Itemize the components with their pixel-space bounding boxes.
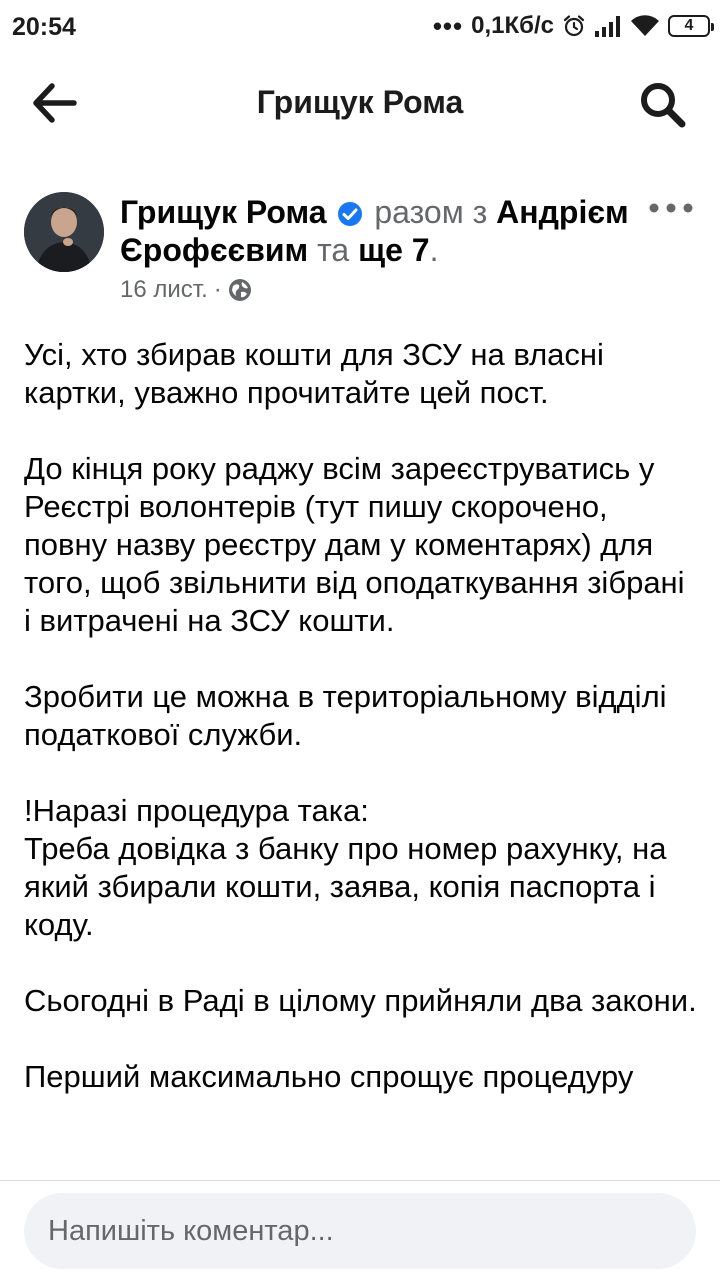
post-text xyxy=(24,336,699,1096)
globe-icon xyxy=(228,278,252,302)
post-paragraph: Усі, хто збирав кошти для ЗСУ на власні картки, уважно прочитайте цей пост. xyxy=(24,337,604,410)
search-button[interactable] xyxy=(636,78,690,132)
tagged-person-link[interactable]: Андрієм Єрофєєвим xyxy=(120,194,629,268)
battery-level: 4 xyxy=(684,17,694,34)
and-text: та xyxy=(317,232,350,268)
network-speed: 0,1Кб/с xyxy=(471,12,554,39)
signal-icon xyxy=(594,15,622,37)
meta-separator: · xyxy=(213,276,222,303)
post-paragraph: До кінця року раджу всім зареєструватись у Реєстрі волонтерів (тут пишу скорочено, повну назву реєстру дам у коментарях) для того, щоб звільнити від оподаткування зібрані і витрачені на ЗСУ кошти. xyxy=(24,451,685,638)
status-bar xyxy=(0,0,720,52)
post-paragraph: Перший максимально спрощує процедуру xyxy=(24,1059,634,1094)
post-paragraph: Зробити це можна в територіальному відділі податкової служби. xyxy=(24,679,667,752)
status-icons xyxy=(433,11,710,41)
comment-bar xyxy=(0,1180,720,1281)
notification-dots: ••• xyxy=(432,11,464,41)
post-paragraph: !Наразі процедура така: Треба довідка з банку про номер рахунку, на який збирали кошти, заява, копія паспорта і коду. xyxy=(24,793,667,942)
battery-icon xyxy=(668,15,710,37)
comment-input[interactable] xyxy=(24,1193,696,1269)
author-avatar[interactable] xyxy=(24,192,104,272)
app-header xyxy=(0,52,720,152)
more-dots-icon xyxy=(646,196,696,220)
others-link[interactable]: ще 7 xyxy=(358,232,430,268)
search-icon xyxy=(636,78,690,132)
page-title: Грищук Рома xyxy=(256,84,464,120)
with-text: разом з xyxy=(374,194,488,230)
wifi-icon xyxy=(630,15,660,37)
avatar-photo xyxy=(24,192,104,272)
post-date[interactable]: 16 лист. xyxy=(120,276,208,303)
verified-badge-icon xyxy=(337,201,363,227)
post-paragraph: Сьогодні в Раді в цілому прийняли два закони. xyxy=(24,983,697,1018)
post-author-line xyxy=(120,193,640,269)
post-meta xyxy=(120,276,252,304)
period-text: . xyxy=(429,232,439,268)
alarm-icon xyxy=(562,14,586,38)
more-options-button[interactable] xyxy=(646,196,696,220)
author-name-link[interactable]: Грищук Рома xyxy=(120,194,327,230)
status-time: 20:54 xyxy=(12,13,76,41)
